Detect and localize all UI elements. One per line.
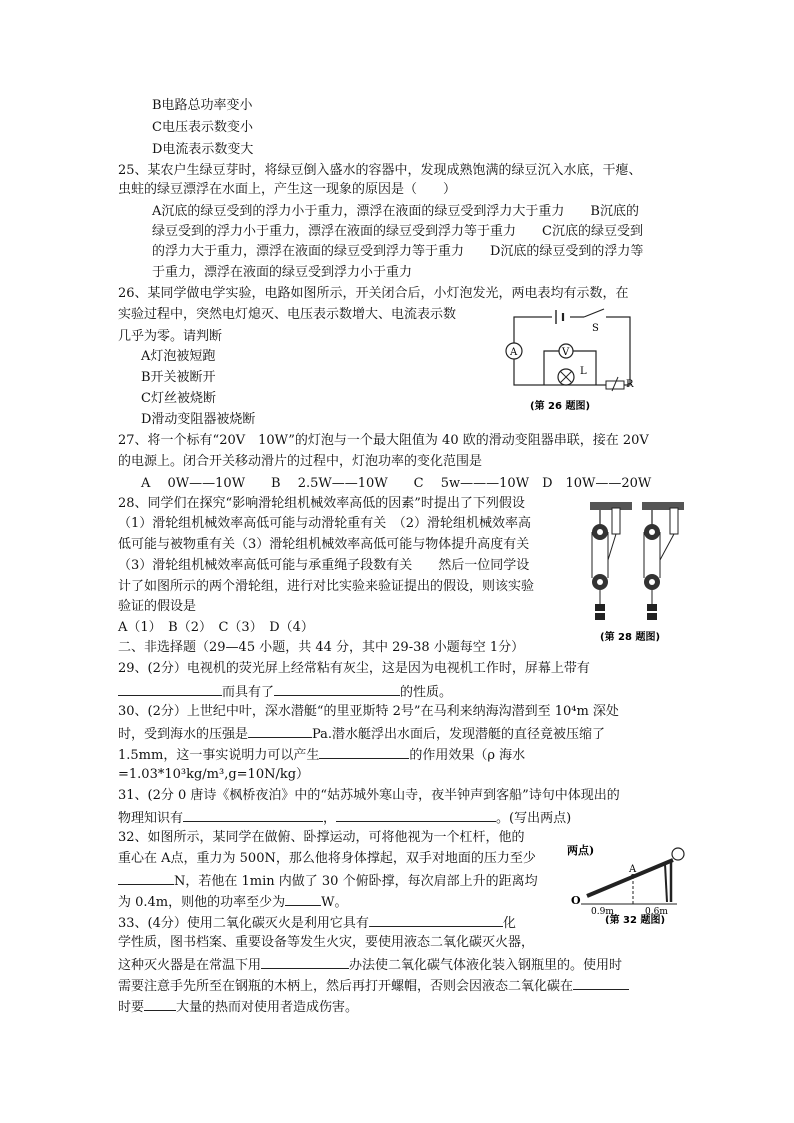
figure-caption-32: (第 32 题图) [605, 915, 666, 924]
q25-stem-line1: 25、某农户生绿豆芽时，将绿豆倒入盛水的容器中，发现成熟饱满的绿豆沉入水底，干瘪、 [118, 163, 642, 178]
section-2-heading: 二、非选择题（29—45 小题，共 44 分，其中 29-38 小题每空 1分） [118, 640, 525, 655]
q31-blank-2[interactable] [336, 808, 496, 822]
lamp-label: L [580, 366, 587, 377]
q30-stem-line1: 30、(2分）上世纪中叶，深水潜艇“的里亚斯特 2号”在马利来纳海沟潜到至 10⁴m 深处 [118, 704, 619, 719]
q33-text-e: 需要注意手先所至在钢瓶的木柄上，然后再打开螺帽，否则会因液态二氧化碳在 [118, 979, 574, 994]
q32-blank-1[interactable] [118, 871, 174, 885]
q26-stem-line1: 26、某同学做电学实验，电路如图所示，开关闭合后，小灯泡发光，两电表均有示数，在 [118, 286, 629, 301]
q30-text-a: 时，受到海水的压强是 [118, 727, 249, 742]
q26-option-c: C灯丝被烧断 [141, 391, 216, 406]
q32-blank-2[interactable] [285, 892, 321, 906]
q28-stem-line6: 验证的假设是 [118, 599, 197, 614]
q25-options-line2: 绿豆受到的浮力小于重力，漂浮在液面的绿豆受到浮力等于重力 C沉底的绿豆受到 [152, 224, 643, 239]
q26-option-a: A灯泡被短跑 [141, 349, 216, 364]
q28-stem-line3: 低可能与被物重有关（3）滑轮组机械效率高低可能与物体提升高度有关 [118, 537, 530, 552]
q32-line4 [118, 892, 348, 912]
figure-caption-28: (第 28 题图) [600, 632, 661, 643]
q29-blank-1[interactable] [118, 682, 222, 696]
q28-stem-line2: （1）滑轮组机械效率高低可能与动滑轮重有关 （2）滑轮组机械效率高 [118, 516, 532, 531]
q33-blank-1[interactable] [369, 913, 503, 927]
figure-caption-26: (第 26 题图) [530, 401, 591, 412]
person-head-icon [672, 848, 684, 860]
q32-text-c: W。 [321, 895, 348, 910]
q28-stem-line4: （3）滑轮组机械效率高低可能与承重绳子段数有关 然后一位同学设 [118, 558, 530, 573]
switch-label-s: S [592, 323, 599, 334]
q28-options: A（1） B（2） C（3） D（4） [118, 620, 314, 635]
q30-line4: =1.03*10³kg/m³,g=10N/kg） [118, 767, 310, 782]
q32-text-a: N，若他在 1min 内做了 30 个俯卧撑，每次肩部上升的距离均 [174, 874, 538, 889]
q33-text-b: 化 [502, 916, 516, 931]
q29-stem-line1: 29、(2分）电视机的荧光屏上经常粘有灰尘，这是因为电视机工作时，屏幕上带有 [118, 661, 590, 676]
q29-blank-2[interactable] [274, 682, 400, 696]
q25-options-line3: 的浮力大于重力，漂浮在液面的绿豆受到浮力等于重力 D沉底的绿豆受到的浮力等 [152, 244, 644, 259]
q30-line2 [118, 724, 605, 744]
q26-stem-line3: 几乎为零。请判断 [118, 329, 223, 344]
q25-options-line1: A沉底的绿豆受到的浮力小于重力，漂浮在液面的绿豆受到浮力大于重力 B沉底的 [152, 204, 639, 219]
q31-text-c: 。(写出两点) [496, 811, 572, 826]
q33-line1 [118, 913, 516, 933]
q32-stem-line1: 32、如图所示，某同学在做俯、卧撑运动，可将他视为一个杠杆，他的 [118, 830, 525, 845]
q33-stem-line2: 学性质，图书档案、重要设备等发生火灾，要使用液态二氧化碳灭火器， [118, 935, 535, 950]
rheostat-label: R [626, 379, 634, 390]
q33-blank-2[interactable] [261, 955, 349, 969]
q29-text-end: 的性质。 [400, 685, 453, 700]
q27-stem-line2: 的电源上。闭合开关移动滑片的过程中，灯泡功率的变化范围是 [118, 454, 483, 469]
ammeter-label: A [510, 347, 518, 358]
q25-stem-line2: 虫蛀的绿豆漂浮在水面上，产生这一现象的原因是（ ） [118, 182, 457, 197]
pushup-diagram-q32 [565, 842, 695, 924]
q33-line4 [118, 976, 629, 996]
q32-stem-line2: 重心在 A点，重力为 500N，那么他将身体撑起，双手对地面的压力至少 [118, 851, 536, 866]
distance-0-6m: 0.6m [645, 907, 668, 917]
q31-line2 [118, 808, 571, 828]
q25-options-line4: 于重力，漂浮在液面的绿豆受到浮力小于重力 [152, 265, 413, 280]
q29-line2 [118, 682, 452, 702]
q33-line3 [118, 955, 622, 975]
q30-text-d: 的作用效果（ρ 海水 [409, 748, 526, 763]
q31-blank-1[interactable] [183, 808, 323, 822]
voltmeter-label: V [562, 347, 570, 358]
q27-options: A 0W——10W B 2.5W——10W C 5w———10W D 10W——20W [141, 476, 652, 491]
q33-text-g: 大量的热而对使用者造成伤害。 [176, 1000, 359, 1015]
q33-line5 [118, 997, 358, 1017]
q33-blank-3[interactable] [573, 976, 629, 990]
q30-blank-1[interactable] [248, 724, 312, 738]
q31-text-a: 物理知识有 [118, 811, 184, 826]
q32-fig-tag: 两点) [567, 844, 595, 857]
q28-stem-line1: 28、同学们在探究“影响滑轮组机械效率高低的因素”时提出了下列假设 [118, 496, 525, 511]
q29-text-mid: 而具有了 [222, 685, 275, 700]
q27-stem-line1: 27、将一个标有“20V 10W”的灯泡与一个最大阻值为 40 欧的滑动变阻器串联，接在 20V [118, 433, 649, 448]
q32-text-b: 为 0.4m，则他的功率至少为 [118, 895, 286, 910]
q24-option-c: C电压表示数变小 [152, 120, 253, 135]
q30-text-c: 1.5mm，这一事实说明力可以产生 [118, 748, 320, 763]
q28-stem-line5: 计了如图所示的两个滑轮组，进行对比实验来验证提出的假设，则该实验 [118, 579, 535, 594]
circuit-diagram-q26 [500, 305, 650, 417]
q33-blank-4[interactable] [144, 997, 176, 1011]
q30-blank-2[interactable] [319, 745, 409, 759]
q30-line3 [118, 745, 525, 765]
q24-option-b: B电路总功率变小 [152, 98, 253, 113]
pivot-o-label: O [571, 894, 581, 907]
q31-text-b: ， [323, 811, 337, 826]
q26-option-d: D滑动变阻器被烧断 [141, 412, 256, 427]
q33-text-f: 时要 [118, 1000, 145, 1015]
q33-text-d: 办法使二氧化碳气体液化装入钢瓶里的。使用时 [349, 958, 623, 973]
point-a-label: A [629, 864, 637, 875]
q31-stem-line1: 31、(2分 0 唐诗《枫桥夜泊》中的“姑苏城外寒山寺，夜半钟声到客船”诗句中体现出的 [118, 788, 620, 803]
pulley-diagram-q28 [580, 500, 695, 645]
distance-0-9m: 0.9m [591, 907, 614, 917]
q30-text-b: Pa.潜水艇浮出水面后，发现潜艇的直径竟被压缩了 [312, 727, 606, 742]
q24-option-d: D电流表示数变大 [152, 142, 254, 157]
q33-text-a: 33、(4分）使用二氧化碳灭火是利用它具有 [118, 916, 369, 931]
q26-stem-line2: 实验过程中，突然电灯熄灭、电压表示数增大、电流表示数 [118, 307, 457, 322]
q26-option-b: B开关被断开 [141, 370, 216, 385]
q32-line3 [118, 871, 538, 891]
q33-text-c: 这种灭火器是在常温下用 [118, 958, 262, 973]
